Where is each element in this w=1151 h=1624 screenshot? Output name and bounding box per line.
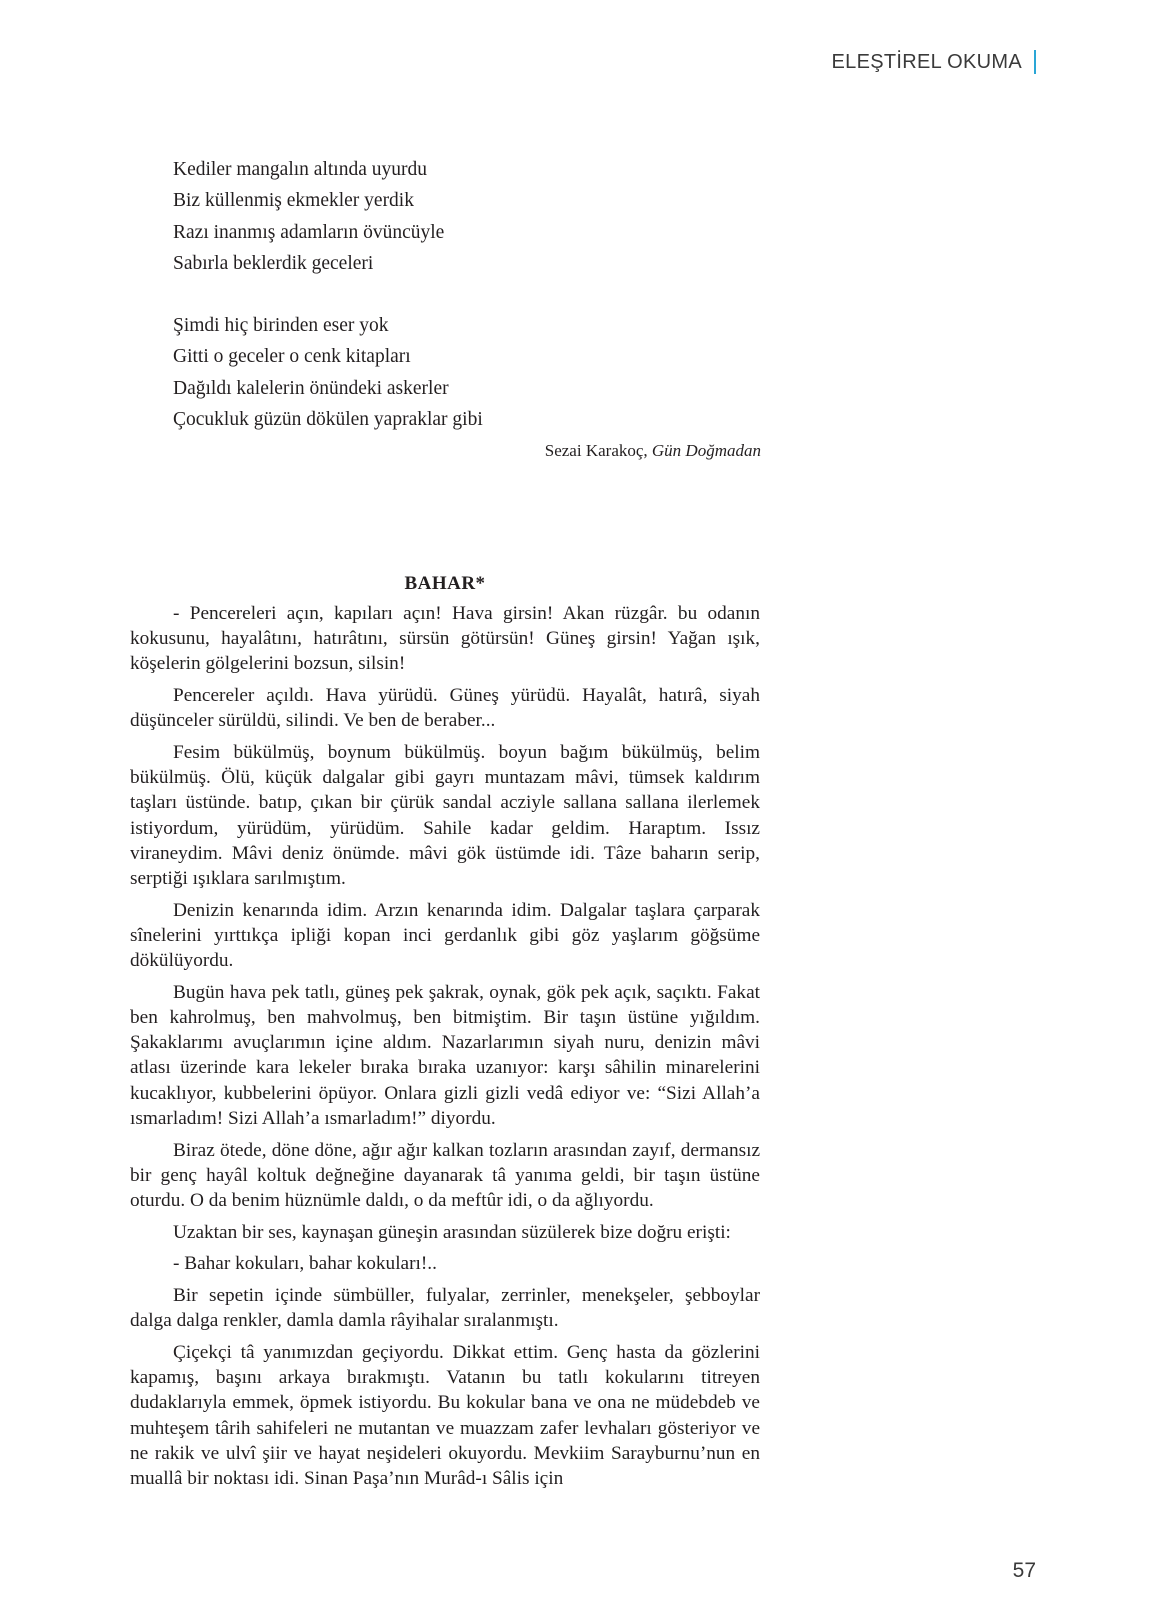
paragraph: Fesim bükülmüş, boynum bükülmüş. boyun bağım bükülmüş, belim bükülmüş. Ölü, küçük dalgalar gibi gayrı muntazam mâvi, tümsek kaldırım taşları üstünde. batıp, çıkan bir çürük sandal acziyle sallana sallana ilerlemek istiyordum, yürüdüm, yürüdüm. Sahile kadar geldim. Haraptım. Issız viraneydim. Mâvi deniz önümde. mâvi gök üstümde idi. Tâze baharın serip, serptiği ışıklara sarılmıştım. — [130, 742, 760, 890]
poem-line: Gitti o geceler o cenk kitapları — [173, 346, 411, 368]
paragraph: Biraz ötede, döne döne, ağır ağır kalkan tozların arasından zayıf, dermansız bir genç hayâl koltuk değneğine dayanarak tâ yanıma geldi, bir taşın üstüne oturdu. O da benim hüznümle daldı, o da meftûr idi, o da ağlıyordu. — [130, 1139, 760, 1211]
paragraph: Bugün hava pek tatlı, güneş pek şakrak, oynak, gök pek açık, saçıktı. Fakat ben kahrolmuş, ben mahvolmuş, ben bitmiştim. Bir taşın üstüne yığıldım. Şakaklarımı avuçlarımın içine aldım. Nazarlarımın siyah nuru, denizin mâvi atlası üzerinde kara lekeler bıraka bıraka uzanıyor: karşı sâhilin minarelerini kucaklıyor, kubbelerini öpüyor. Onlara gizli gizli vedâ ediyor ve: “Sizi Allah’a ısmarladım! Sizi Allah’a ısmarladım!” diyordu. — [130, 981, 760, 1129]
running-header — [832, 50, 1036, 74]
poem-line: Kediler mangalın altında uyurdu — [173, 159, 427, 180]
poem-line: Sabırla beklerdik geceleri — [173, 252, 374, 274]
poem-attribution — [545, 441, 761, 461]
paragraph: Pencereler açıldı. Hava yürüdü. Güneş yürüdü. Hayalât, hatırâ, siyah düşünceler sürüldü, silindi. Ve ben de beraber... — [130, 685, 760, 732]
poem-line: Razı inanmış adamların övüncüyle — [173, 221, 445, 243]
section-title: BAHAR* — [404, 573, 486, 594]
paragraph: Çiçekçi tâ yanımızdan geçiyordu. Dikkat ettim. Genç hasta da gözlerini kapamış, başını arkaya bırakmıştı. Vatanın bu tatlı kokularını titreyen dudaklarıyla emmek, öpmek istiyordu. Bu kokular bana ve ona ne müdebdeb ve muhteşem târih sahifeleri ne mutantan ve muazzam zafer levhaları gösteriyor ve ne rakik ve ulvî şiir ve hayat neşideleri okuyordu. Mevkiim Sarayburnu’nun en muallâ bir noktası idi. Sinan Paşa’nın Murâd-ı Sâlis için — [130, 1341, 760, 1489]
poem-stanza — [173, 310, 483, 435]
running-title: ELEŞTİREL OKUMA — [831, 50, 1022, 73]
poem — [173, 154, 483, 435]
paragraph: Bir sepetin içinde sümbüller, fulyalar, zerrinler, menekşeler, şebboylar dalga dalga renkler, damla damla râyihalar sıralanmıştı. — [130, 1285, 760, 1332]
poem-line: Biz küllenmiş ekmekler yerdik — [173, 190, 414, 212]
paragraph: - Bahar kokuları, bahar kokuları!.. — [173, 1253, 437, 1275]
paragraph: Uzaktan bir ses, kaynaşan güneşin arasından süzülerek bize doğru erişti: — [173, 1221, 731, 1243]
header-accent-bar — [1034, 50, 1036, 74]
paragraph: - Pencereleri açın, kapıları açın! Hava girsin! Akan rüzgâr. bu odanın kokusunu, hayalâtını, hatırâtını, sürsün götürsün! Güneş girsin! Yağan ışık, köşelerin gölgelerini bozsun, silsin! — [130, 603, 760, 675]
prose-body — [130, 601, 760, 1498]
poem-line: Çocukluk güzün dökülen yapraklar gibi — [173, 409, 483, 431]
page-number: 57 — [1012, 1559, 1036, 1582]
poem-stanza — [173, 154, 483, 279]
poem-line: Dağıldı kalelerin önündeki askerler — [173, 377, 449, 399]
poem-author: Sezai Karakoç, — [544, 441, 648, 460]
poem-line: Şimdi hiç birinden eser yok — [173, 315, 389, 337]
poem-work-title: Gün Doğmadan — [651, 441, 761, 460]
paragraph: Denizin kenarında idim. Arzın kenarında idim. Dalgalar taşlara çarparak sînelerini yırttıkça ipliği kopan inci gerdanlık gibi göz yaşlarım göğsüme dökülüyordu. — [130, 899, 760, 972]
